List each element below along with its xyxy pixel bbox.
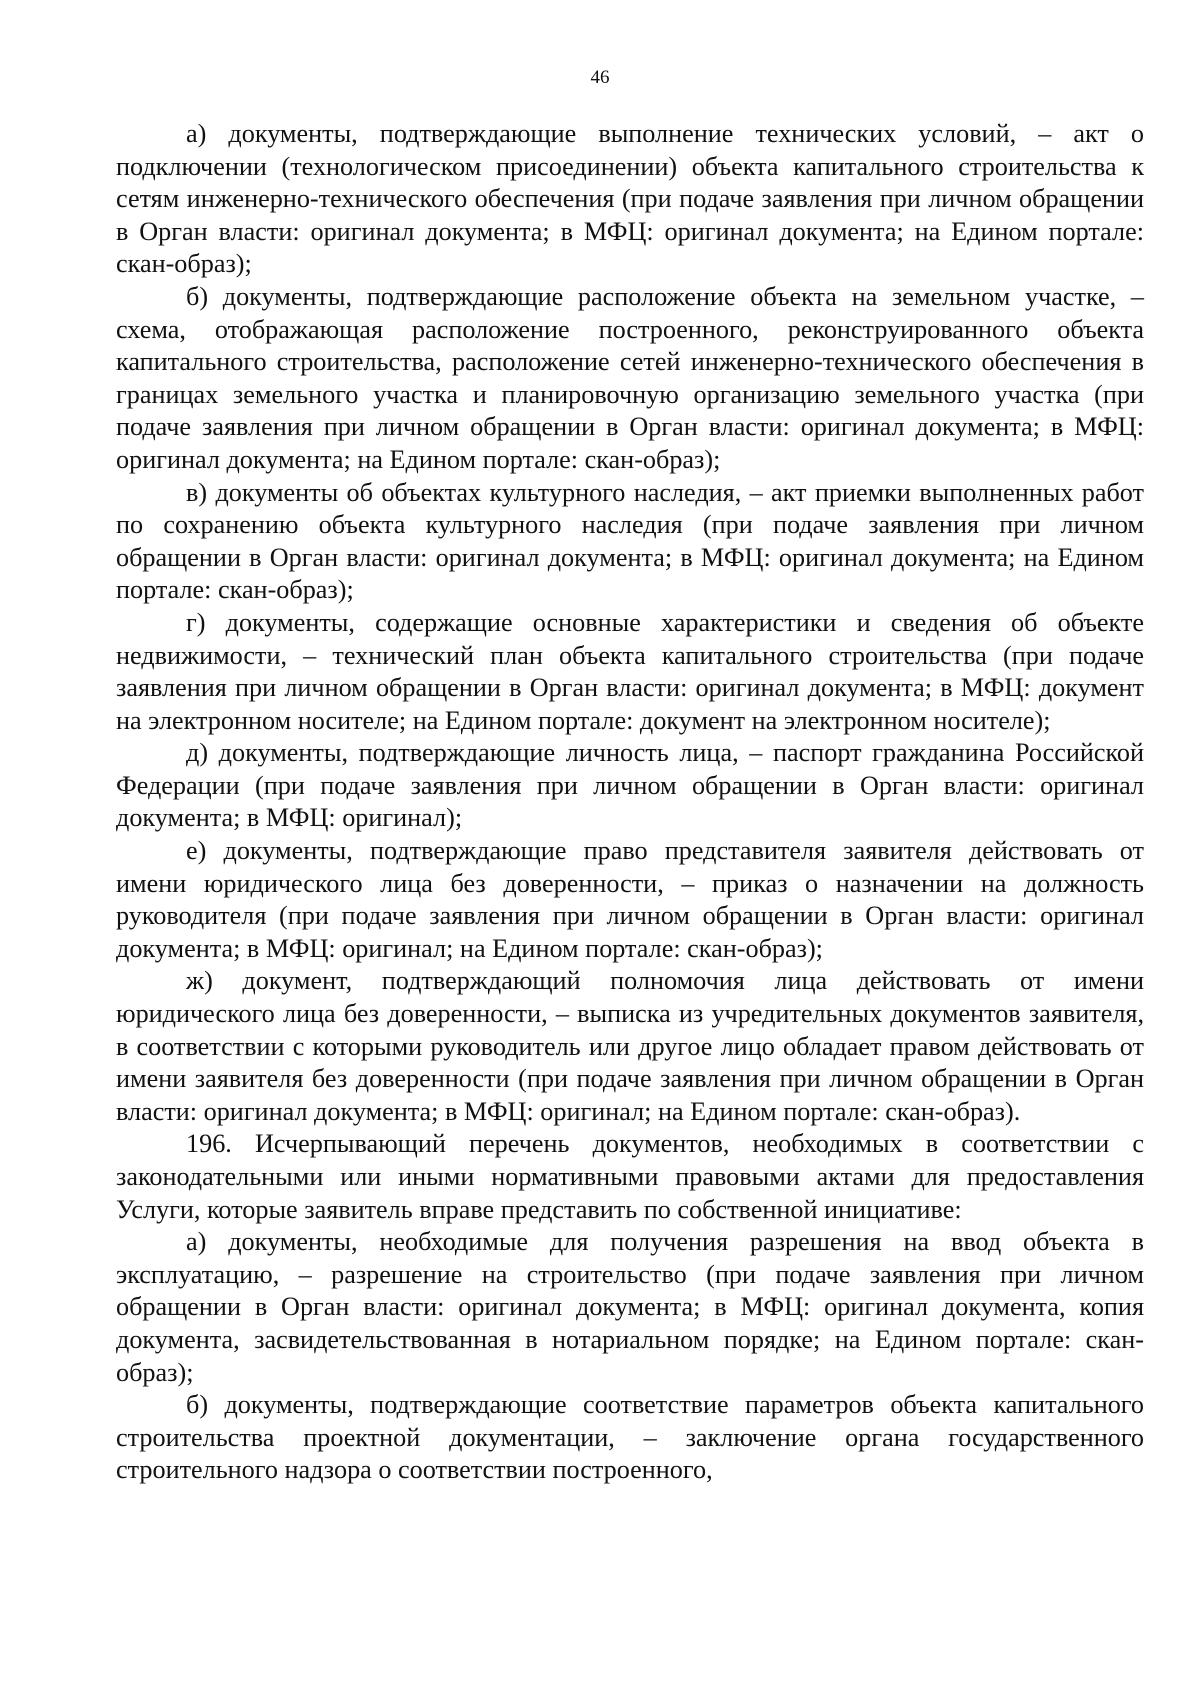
paragraph-e-representative-rights: е) документы, подтверждающие право представителя заявителя действовать от имени юридического лица без доверенности, – приказ о назначении на должность руководителя (при подаче заявления при личном обращении в Орган власти: оригинал документа; в МФЦ: оригинал; на Едином портале: скан-образ); — [116, 836, 1144, 963]
paragraph-g-real-estate-characteristics: г) документы, содержащие основные характеристики и сведения об объекте недвижимости, – технический план объекта капитального строительства (при подаче заявления при личном обращении в Орган власти: оригинал документа; в МФЦ: документ на электронном носителе; на Едином портале: документ на электронном носителе); — [116, 607, 1144, 735]
document-body — [116, 118, 1144, 1487]
paragraph-b-object-location: б) документы, подтверждающие расположение объекта на земельном участке, – схема, отображающая расположение построенного, реконструированного объекта капитального строительства, расположение сетей инженерно-технического обеспечения в границах земельного участка и планировочную организацию земельного участка (при подаче заявления при личном обращении в Орган власти: оригинал документа; в МФЦ: оригинал документа; на Едином портале: скан-образ); — [116, 281, 1144, 474]
page-number: 46 — [590, 67, 610, 88]
paragraph-196-exhaustive-list: 196. Исчерпывающий перечень документов, необходимых в соответствии с законодательными или иными нормативными правовыми актами для предоставления Услуги, которые заявитель вправе представить по собственной инициативе: — [116, 1129, 1144, 1224]
paragraph-d-identity-documents: д) документы, подтверждающие личность лица, – паспорт гражданина Российской Федерации (при подаче заявления при личном обращении в Орган власти: оригинал документа; в МФЦ: оригинал); — [116, 738, 1144, 833]
paragraph-zh-authority-document: ж) документ, подтверждающий полномочия лица действовать от имени юридического лица без доверенности, – выписка из учредительных документов заявителя, в соответствии с которыми руководитель или другое лицо обладает правом действовать от имени заявителя без доверенности (при подаче заявления при личном обращении в Орган власти: оригинал документа; в МФЦ: оригинал; на Едином портале: скан-образ). — [116, 966, 1144, 1126]
paragraph-b-project-compliance: б) документы, подтверждающие соответствие параметров объекта капитального строительства проектной документации, – заключение органа государственного строительного надзора о соответствии построенного, — [116, 1390, 1144, 1485]
paragraph-a-building-permit: а) документы, необходимые для получения разрешения на ввод объекта в эксплуатацию, – разрешение на строительство (при подаче заявления при личном обращении в Орган власти: оригинал документа; в МФЦ: оригинал документа, копия документа, засвидетельствованная в нотариальном порядке; на Едином портале: скан-образ); — [116, 1227, 1144, 1387]
paragraph-a-technical-conditions: а) документы, подтверждающие выполнение технических условий, – акт о подключении (технологическом присоединении) объекта капитального строительства к сетям инженерно-технического обеспечения (при подаче заявления при личном обращении в Орган власти: оригинал документа; в МФЦ: оригинал документа; на Едином портале: скан-образ); — [116, 119, 1144, 279]
paragraph-v-cultural-heritage: в) документы об объектах культурного наследия, – акт приемки выполненных работ по сохранению объекта культурного наследия (при подаче заявления при личном обращении в Орган власти: оригинал документа; в МФЦ: оригинал документа; на Едином портале: скан-образ); — [116, 477, 1144, 605]
